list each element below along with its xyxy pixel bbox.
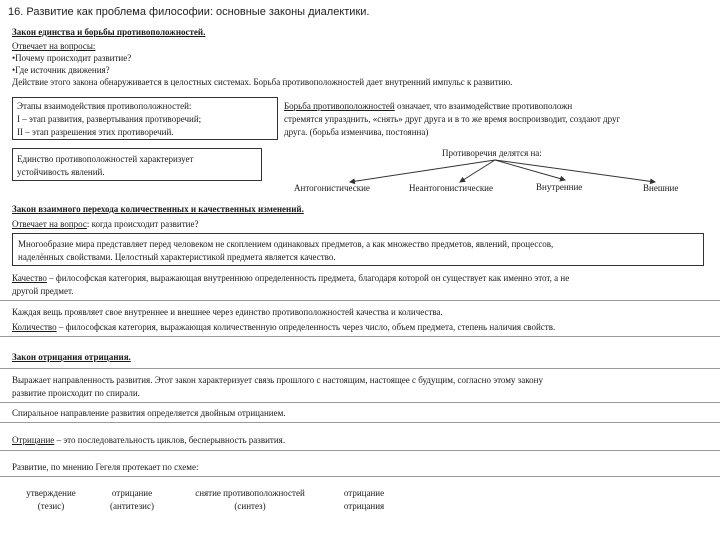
unity-box	[12, 148, 262, 181]
law2-answers-rest: : когда происходит развитие?	[86, 219, 199, 229]
contradictions-label: Противоречия делятся на:	[442, 148, 542, 158]
scheme-negation-top: отрицание	[343, 488, 385, 498]
divider	[0, 336, 720, 337]
contradiction-type-antagonistic: Антогонистические	[294, 183, 370, 193]
diversity-box	[12, 233, 704, 266]
contradiction-type-non-antagonistic: Неантогонистические	[409, 183, 493, 193]
struggle-line-1	[284, 101, 572, 112]
unity-line-1: Единство противоположностей характеризует	[17, 154, 194, 164]
law1-heading: Закон единства и борьбы противоположностей.	[12, 27, 206, 37]
scheme-synthesis-bottom: (синтез)	[234, 501, 266, 511]
page-title: 16. Развитие как проблема философии: основные законы диалектики.	[8, 6, 370, 18]
every-thing-text: Каждая вещь проявляет свое внутреннее и внешнее через единство противоположностей качества и количества.	[12, 307, 443, 317]
law2-heading: Закон взаимного перехода количественных и качественных изменений.	[12, 204, 304, 214]
stages-box	[12, 97, 278, 140]
quality-term: Качество	[12, 273, 47, 283]
struggle-text-1: означает, что взаимодействие противоположн	[394, 101, 573, 111]
scheme-synthesis	[180, 488, 320, 512]
scheme-antithesis-top: отрицание	[111, 488, 153, 498]
stage-1: I – этап развития, развертывания противоречий;	[17, 114, 202, 124]
scheme-synthesis-top: снятие противоположностей	[195, 488, 305, 498]
struggle-term: Борьба противоположностей	[284, 101, 395, 111]
law1-question-2: •Где источник движения?	[12, 65, 110, 75]
divider	[0, 476, 720, 477]
law1-action: Действие этого закона обнаруживается в целостных системах. Борьба противоположностей дает внутренний импульс к развитию.	[12, 77, 513, 87]
scheme-thesis-bottom: (тезис)	[37, 501, 65, 511]
scheme-negation-bottom: отрицания	[343, 501, 385, 511]
negation-line	[12, 435, 285, 446]
law1-answers: Отвечает на вопросы:	[12, 41, 96, 51]
negation-term: Отрицание	[12, 435, 55, 445]
divider	[0, 368, 720, 369]
law1-question-1: •Почему происходит развитие?	[12, 53, 132, 63]
scheme-thesis	[20, 488, 82, 512]
spiral-text: Спиральное направление развития определяется двойным отрицанием.	[12, 408, 286, 418]
quantity-line	[12, 322, 555, 333]
divider	[0, 422, 720, 423]
quality-text: – философская категория, выражающая внутреннюю определенность предмета, благодаря которой он существует как именно этот, а не	[46, 273, 570, 283]
divider	[0, 402, 720, 403]
law3-heading: Закон отрицания отрицания.	[12, 352, 131, 362]
diversity-line-2: наделённых свойствами. Целостный характеристикой предмета является качество.	[18, 252, 336, 262]
expresses-line-1: Выражает направленность развития. Этот закон характеризует связь прошлого с настоящим, настоящее с будущим, согласно этому закону	[12, 375, 543, 385]
arrow-internal	[495, 160, 565, 180]
scheme-antithesis-bottom: (антитезис)	[110, 501, 154, 511]
struggle-line-3: друга. (борьба изменчива, постоянна)	[284, 127, 429, 137]
stages-title: Этапы взаимодействия противоположностей:	[17, 101, 192, 111]
contradiction-type-internal: Внутренние	[536, 182, 583, 192]
unity-line-2: устойчивость явлений.	[17, 167, 105, 177]
struggle-line-2: стремятся упразднить, «снять» друг друга и в то же время воспроизводит, создают друг	[284, 114, 621, 124]
law2-answers-term: Отвечает на вопрос	[12, 219, 87, 229]
diversity-line-1: Многообразие мира представляет перед человеком не скоплением одинаковых предметов, а как множество предметов, явлений, процессов,	[18, 239, 554, 249]
divider	[0, 300, 720, 301]
arrow-external	[495, 160, 655, 182]
quality-line-2: другой предмет.	[12, 286, 74, 296]
arrow-antagonistic	[350, 160, 495, 182]
quantity-term: Количество	[12, 322, 57, 332]
contradiction-type-external: Внешние	[643, 183, 679, 193]
expresses-line-2: развитие происходит по спирали.	[12, 388, 140, 398]
hegel-text: Развитие, по мнению Гегеля протекает по схеме:	[12, 462, 199, 472]
scheme-negation-of-negation	[334, 488, 394, 512]
scheme-thesis-top: утверждение	[26, 488, 76, 498]
quality-line-1	[12, 273, 569, 284]
quantity-text: – философская категория, выражающая количественную определенность через число, объем предмета, степень наличия свойств.	[56, 322, 556, 332]
negation-text: – это последовательность циклов, бесперывность развития.	[54, 435, 286, 445]
stage-2: II – этап разрешения этих противоречий.	[17, 127, 174, 137]
arrow-non-antagonistic	[460, 160, 495, 182]
divider	[0, 450, 720, 451]
scheme-antithesis	[102, 488, 162, 512]
law2-answers	[12, 219, 198, 230]
